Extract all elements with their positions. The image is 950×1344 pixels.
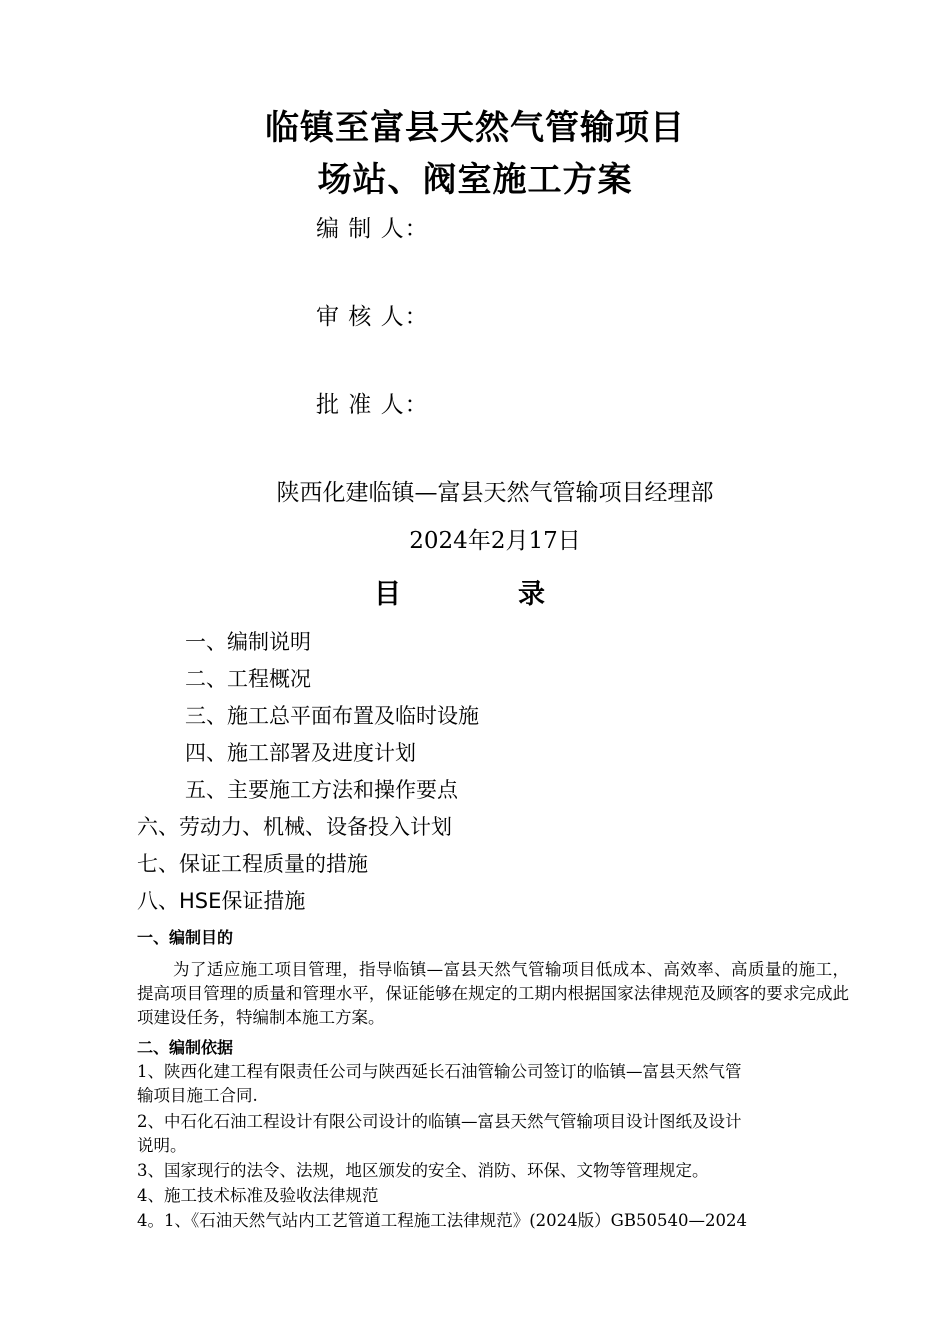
toc-item: 六、劳动力、机械、设备投入计划	[137, 815, 452, 839]
toc-item: 二、工程概况	[185, 667, 311, 691]
basis-line: 输项目施工合同.	[137, 1086, 258, 1105]
compiler-label: 编 制 人：	[316, 216, 429, 242]
document-date: 2024年2月17日	[409, 528, 581, 554]
toc-item: 七、保证工程质量的措施	[137, 852, 368, 876]
basis-line: 4。1、《石油天然气站内工艺管道工程施工法律规范》(2024版）GB50540—2024	[137, 1211, 747, 1230]
basis-line: 4、施工技术标准及验收法律规范	[137, 1186, 379, 1205]
toc-title-right: 录	[518, 579, 545, 610]
toc-item: 五、主要施工方法和操作要点	[185, 778, 458, 802]
reviewer-label: 审 核 人：	[316, 304, 429, 330]
basis-line: 说明。	[137, 1136, 187, 1155]
toc-item: 一、编制说明	[185, 630, 311, 654]
toc-item: 三、施工总平面布置及临时设施	[185, 704, 479, 728]
basis-line: 2、中石化石油工程设计有限公司设计的临镇—富县天然气管输项目设计图纸及设计	[137, 1112, 742, 1131]
section-heading: 二、编制依据	[137, 1038, 234, 1057]
document-title-line2: 场站、阀室施工方案	[317, 160, 633, 200]
document-title-line1: 临镇至富县天然气管输项目	[265, 108, 685, 148]
organization-name: 陕西化建临镇—富县天然气管输项目经理部	[276, 480, 714, 506]
basis-line: 1、陕西化建工程有限责任公司与陕西延长石油管输公司签订的临镇—富县天然气管	[137, 1062, 742, 1081]
approver-label: 批 准 人：	[316, 392, 429, 418]
toc-item: 八、HSE保证措施	[137, 889, 306, 913]
purpose-paragraph: 为了适应施工项目管理，指导临镇—富县天然气管输项目低成本、高效率、高质量的施工，提高项目管理的质量和管理水平，保证能够在规定的工期内根据国家法律规范及顾客的要求完成此项建设任务，特编制本施工方案。	[137, 960, 849, 1027]
section-heading: 一、编制目的	[137, 928, 234, 947]
toc-title-left: 目	[374, 579, 401, 610]
basis-line: 3、国家现行的法令、法规，地区颁发的安全、消防、环保、文物等管理规定。	[137, 1161, 709, 1180]
toc-item: 四、施工部署及进度计划	[185, 741, 416, 765]
